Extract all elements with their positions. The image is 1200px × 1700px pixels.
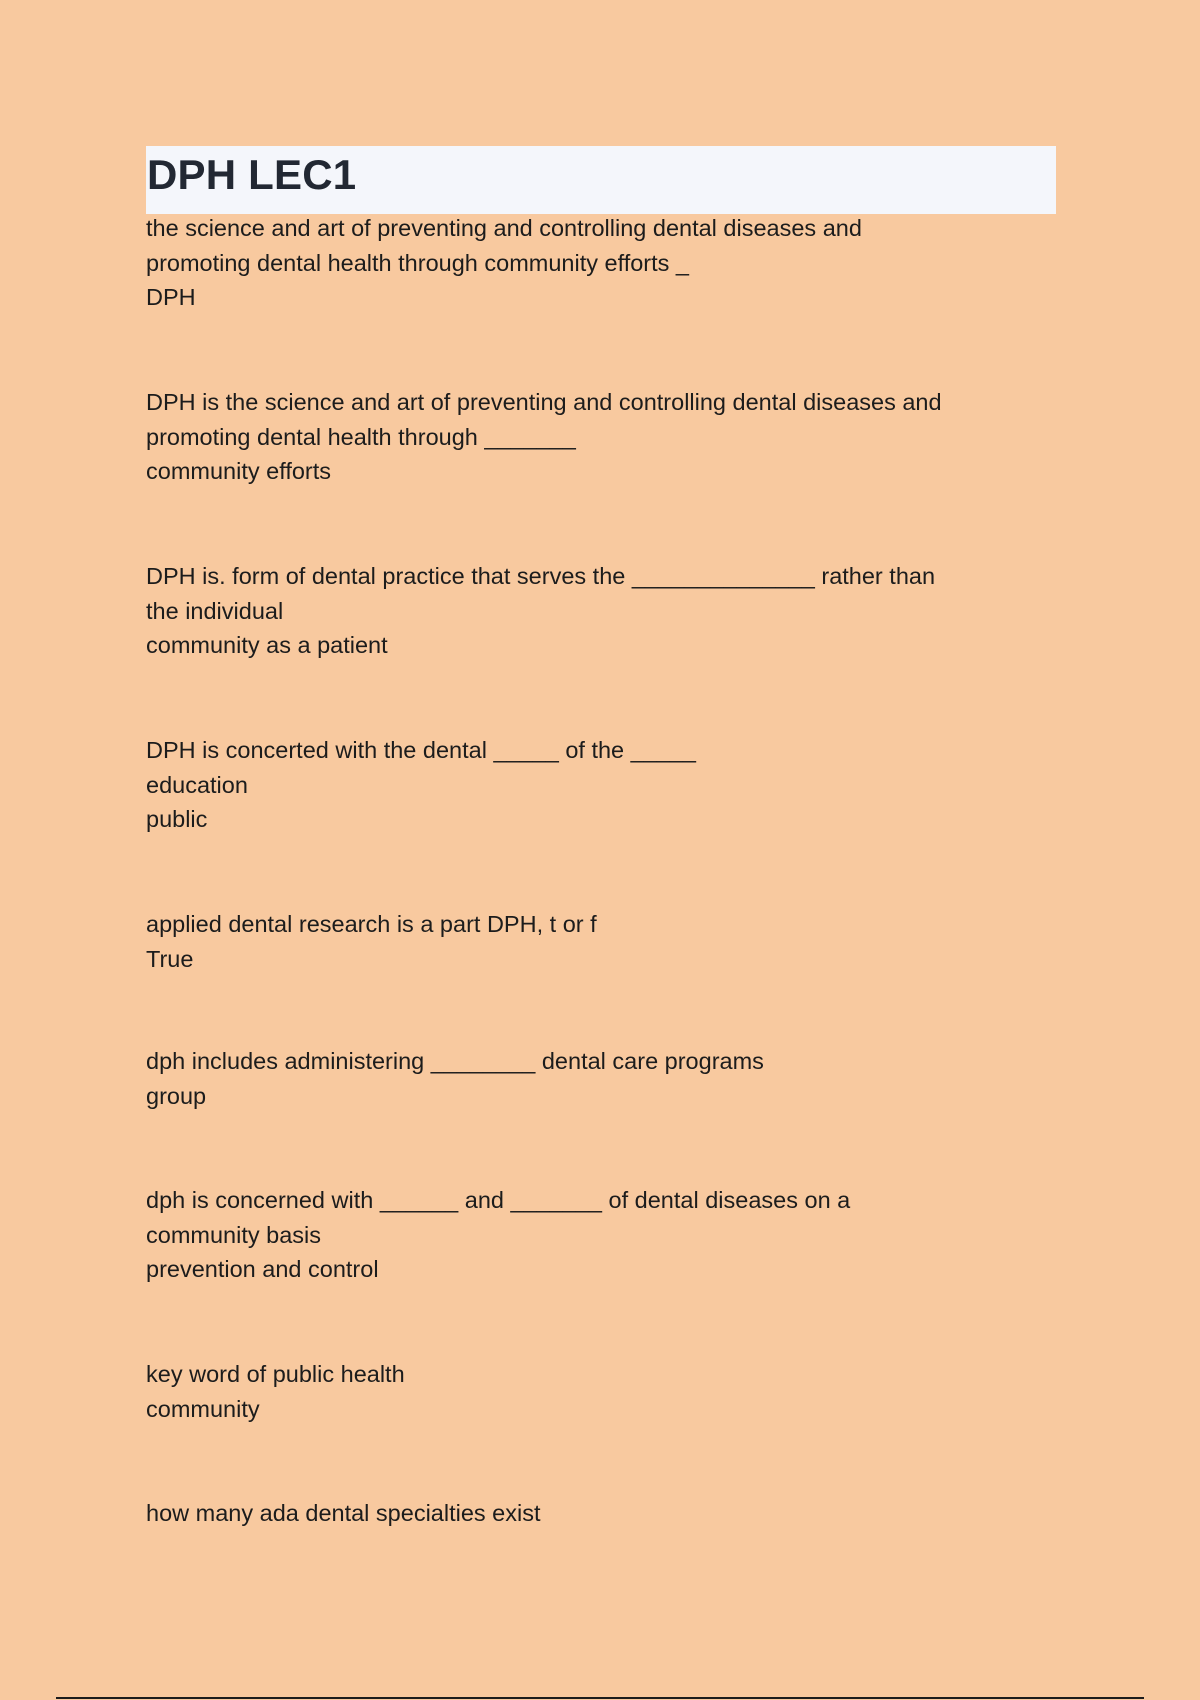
flashcard (146, 733, 1046, 837)
flashcard (146, 1183, 1046, 1287)
question-line: DPH is. form of dental practice that serves the ______________ rather than (146, 563, 936, 589)
question-line: the individual (146, 597, 284, 624)
flashcard (146, 1044, 1046, 1113)
question-line: DPH is concerted with the dental _____ of the _____ (146, 737, 697, 763)
answer-text: public (146, 806, 208, 832)
question-line: the science and art of preventing and controlling dental diseases and (146, 215, 862, 241)
page-title: DPH LEC1 (147, 151, 357, 198)
question-line: education (146, 771, 248, 798)
question-line: applied dental research is a part DPH, t or f (146, 911, 597, 937)
answer-text: prevention and control (146, 1256, 379, 1282)
question-line: dph includes administering ________ dental care programs (146, 1048, 764, 1074)
question-line: promoting dental health through _______ (146, 423, 576, 450)
answer-text: True (146, 945, 194, 972)
question-line: community basis (146, 1221, 321, 1248)
question-line: how many ada dental specialties exist (146, 1500, 541, 1526)
question-line: promoting dental health through community efforts _ (146, 249, 689, 276)
answer-text: DPH (146, 284, 196, 310)
page-divider (56, 1697, 1144, 1699)
flashcard (146, 1496, 1046, 1531)
flashcard (146, 559, 1046, 663)
answer-text: group (146, 1082, 207, 1109)
flashcard (146, 907, 1046, 976)
answer-text: community (146, 1395, 260, 1422)
question-line: key word of public health (146, 1361, 405, 1387)
question-line: dph is concerned with ______ and _______ of dental diseases on a (146, 1187, 851, 1213)
flashcard (146, 211, 1046, 315)
answer-text: community as a patient (146, 632, 388, 658)
answer-text: community efforts (146, 458, 332, 484)
flashcard (146, 385, 1046, 489)
flashcard (146, 1357, 1046, 1426)
title-banner (146, 146, 1056, 214)
question-line: DPH is the science and art of preventing and controlling dental diseases and (146, 389, 942, 415)
